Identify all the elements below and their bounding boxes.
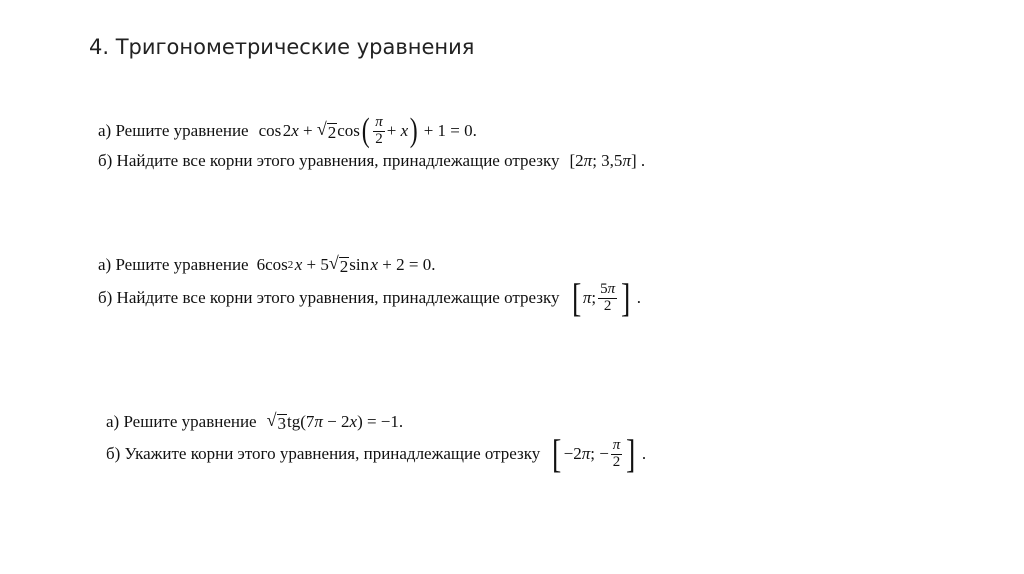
slide-title: 4. Тригонометрические уравнения bbox=[89, 35, 475, 59]
problem-1-interval: [2 π ; 3,5 π ] . bbox=[569, 151, 646, 170]
problem-3-part-a bbox=[106, 410, 403, 434]
problem-2-a-label: а) Решите уравнение bbox=[98, 255, 249, 274]
problem-3-b-label: б) Укажите корни этого уравнения, принадлежащие отрезку bbox=[106, 444, 541, 463]
problem-3-interval: [ −2 π ; − $\frac{\pi}{2}$ ] . bbox=[552, 431, 647, 476]
problem-1-a-label: а) Решите уравнение bbox=[98, 121, 249, 140]
problem-2-part-b bbox=[98, 276, 641, 320]
problem-3-equation: √ 3 tg(7 π − 2 x ) = −1. bbox=[266, 409, 404, 433]
problem-1-part-b bbox=[98, 150, 645, 172]
problem-1-equation: cos 2 x + √ 2 cos ( $\frac{\pi}{2}$ + x ) + 1 = 0. bbox=[258, 112, 477, 149]
problem-2-interval: [ π ; $\frac{5\pi}{2}$ ] . bbox=[571, 275, 641, 320]
problem-2-b-label: б) Найдите все корни этого уравнения, принадлежащие отрезку bbox=[98, 288, 560, 307]
problem-1-b-label: б) Найдите все корни этого уравнения, принадлежащие отрезку bbox=[98, 151, 560, 170]
problem-2-part-a bbox=[98, 254, 435, 276]
problem-1-part-a bbox=[98, 110, 477, 152]
problem-3-a-label: а) Решите уравнение bbox=[106, 412, 257, 431]
problem-3-part-b bbox=[106, 432, 646, 476]
problem-2-equation: 6cos 2 x + 5 √ 2 sin x + 2 = 0. bbox=[256, 252, 436, 276]
